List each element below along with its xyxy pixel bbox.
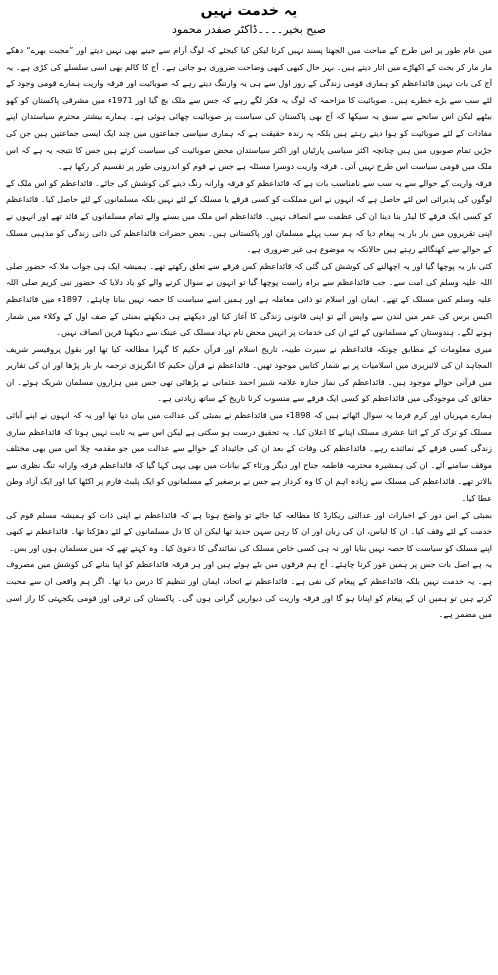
article-body (6, 42, 492, 972)
article-headline: یہ خدمت نہیں (200, 3, 298, 19)
article-paragraph: کئی بار یہ پوچھا گیا اور یہ اچھالنے کی کوشش کی گئی کہ قائداعظم کس فرقے سے تعلق رکھتے تھے۔ ہمیشہ ایک ہی جواب ملا کہ حضور صلی اللہ علیہ وسلم کی امت سے۔ جب قائداعظم سے براہ راست پوچھا گیا تو انہوں نے سوال کرنے والے کو یاد دلایا کہ حضور نبی کریم صلی اللہ علیہ وسلم کس مسلک کے تھے۔ ایمان اور اسلام تو ذاتی معاملہ ہے اور ہمیں اسے سیاست کا حصہ نہیں بنانا چاہئے۔ 1897ء میں قائداعظم اکیس برس کی عمر میں لندن سے واپس آئے تو اپنی قانونی زندگی کا آغاز کیا اور دیکھتے ہی دیکھتے بمبئی کے صف اول کے وکلاء میں شمار ہونے لگے۔ ہندوستان کے مسلمانوں کے لئے ان کی خدمات پر انہیں محض نام نہاد مسلک کی عینک سے دیکھنا قرین انصاف نہیں۔ (6, 260, 492, 338)
article-paragraph: یہ ہے اصل بات جس پر ہمیں غور کرنا چاہئے۔ آج ہم فرقوں میں بٹے ہوئے ہیں اور ہر فرقہ قائداعظم کو اپنا بنانے کی کوشش میں مصروف ہے۔ یہ خدمت نہیں بلکہ قائداعظم کے پیغام کی نفی ہے۔ قائداعظم نے اتحاد، ایمان اور تنظیم کا درس دیا تھا۔ اگر ہم واقعی ان سے محبت کرتے ہیں تو ہمیں ان کے پیغام کو اپنانا ہو گا اور فرقہ واریت کی دیواریں گرانی ہوں گی۔ پاکستان کی ترقی اور قومی یکجہتی کا راز اسی میں مضمر ہے۔ (6, 559, 492, 620)
article-paragraph: بمبئی کے اس دور کے اخبارات اور عدالتی ریکارڈ کا مطالعہ کیا جائے تو واضح ہوتا ہے کہ قائداعظم نے اپنی ذات کو ہمیشہ مسلم قوم کی خدمت کے لئے وقف کیا۔ ان کا لباس، ان کی زبان اور ان کا رہن سہن جدید تھا لیکن ان کا دل مسلمانوں کے لئے دھڑکتا تھا۔ قائداعظم نے کبھی اپنے مسلک کو سیاست کا حصہ نہیں بنایا اور نہ ہی کسی خاص مسلک کی نمائندگی کا دعویٰ کیا۔ وہ کہتے تھے کہ میں مسلمان ہوں اور بس۔ (6, 509, 492, 553)
article-paragraph: میں عام طور پر اس طرح کے مباحث میں الجھنا پسند نہیں کرتا لیکن کیا کیجئے کہ لوگ آرام سے جینے بھی نہیں دیتے اور ”مجبت بھرے“ دھکے مار مار کر بحث کے اکھاڑے میں اتار دیتے ہیں۔ بہر حال کبھی کبھی وضاحت ضروری ہو جاتی ہے۔ آج کا کالم بھی اسی سلسلے کی کڑی ہے۔ یہ آج کی بات نہیں قائداعظم کو ہماری قومی زندگی کے روز اول سے ہی یہ وارننگ دیتے رہے کہ صوبائیت اور فرقہ واریت ہمارے قومی وجود کے لئے سب سے بڑے خطرے ہیں۔ صوبائیت کا مزاحمہ کہ لوگ یہ فکر لگے رہے کہ جس سے ملک بچ گیا اور 1971ء میں مشرقی پاکستان کو کھو بیٹھے لیکن اس سانحے سے سبق یہ سیکھا کہ آج بھی پاکستان کی سیاست پر صوبائیت چھائی ہوئی ہے۔ ہمارے بیشتر محترم سیاستدان اپنے مفادات کے لئے صوبائیت کو ہوا دیتے رہتے ہیں بلکہ یہ زندہ حقیقت ہے کہ ہماری سیاسی جماعتوں میں چند ایک ایسی جماعتیں ہیں جن کی جڑیں تمام صوبوں میں ہیں چنانچہ اکثر سیاسی پارٹیاں اور اکثر سیاستدان محض صوبائیت کی سیاست کرتے ہیں جس کا نتیجہ یہ ہے کہ اس ملک میں قومی سیاست اس طرح نہیں آتی۔ فرقہ واریت دوسرا مسئلہ ہے جس نے قوم کو اندرونی طور پر تقسیم کر رکھا ہے۔ (6, 45, 492, 172)
article-paragraph: ہمارے مہربان اور کرم فرما یہ سوال اٹھاتے ہیں کہ 1898ء میں قائداعظم نے بمبئی کی عدالت میں بیان دیا تھا اور یہ کہ انہوں نے اپنے آبائی مسلک کو ترک کر کے اثنا عشری مسلک اپنانے کا اعلان کیا۔ یہ تحقیق درست ہو سکتی ہے لیکن اس سے یہ ثابت نہیں ہوتا کہ قائداعظم ساری زندگی کسی فرقے کے نمائندے رہے۔ قائداعظم کی وفات کے بعد ان کی جائیداد کے حوالے سے عدالت میں جو مقدمہ چلا اس میں بھی مختلف موقف سامنے آئے۔ ان کی ہمشیرہ محترمہ فاطمہ جناح اور دیگر ورثاء کے بیانات میں بھی یہی کہا گیا کہ قائداعظم فرقہ وارانہ تنگ نظری سے بالاتر تھے۔ قائداعظم کی مسلک سے زیادہ اہم ان کا وہ کردار ہے جس نے برصغیر کے مسلمانوں کو ایک پلیٹ فارم پر اکٹھا کیا اور ایک آزاد وطن عطا کیا۔ (6, 410, 492, 504)
article-byline: صبح بخیر۔۔۔۔ڈاکٹر صفدر محمود (171, 23, 327, 36)
article-paragraph: میری معلومات کے مطابق چونکہ قائداعظم نے سیرت طیبہ، تاریخ اسلام اور قرآن حکیم کا گہرا مطالعہ کیا تھا اور بقول پروفیسر شریف المجاہد ان کی لائبریری میں اسلامیات پر بے شمار کتابیں موجود تھیں۔ قائداعظم نے قرآن حکیم کا انگریزی ترجمہ بار بار پڑھا اور ان کی تقاریر میں قرآنی حوالے موجود ہیں۔ قائداعظم کی نماز جنازہ علامہ شبیر احمد عثمانی نے پڑھائی تھی جس میں ہزاروں مسلمان شریک ہوئے۔ ان حقائق کی موجودگی میں قائداعظم کو کسی ایک فرقے سے منسوب کرنا تاریخ کے ساتھ زیادتی ہے۔ (6, 343, 492, 404)
article-paragraph: فرقہ واریت کے حوالے سے یہ سب سے نامناسب بات ہے کہ قائداعظم کو فرقہ وارانہ رنگ دینے کی کوشش کی جائے۔ قائداعظم کو اس ملک کے لوگوں کی پذیرائی اس لئے حاصل ہے کہ انہوں نے اس مملکت کو کسی فرقے یا مسلک کے لئے نہیں بلکہ مسلمانوں کے لئے حاصل کیا۔ قائداعظم کو کسی ایک فرقے کا لیڈر بنا دینا ان کی عظمت سے انصاف نہیں۔ قائداعظم اس ملک میں بسنے والے تمام مسلمانوں کے قائد تھے اور انہوں نے اپنی تقریروں میں بار بار یہ پیغام دیا کہ ہم سب پہلے مسلمان اور پاکستانی ہیں۔ بعض حضرات قائداعظم کی ذاتی زندگی کو مذہبی مسلک کے حوالے سے کھنگالتے رہتے ہیں حالانکہ یہ موضوع ہی غیر ضروری ہے۔ (6, 177, 492, 255)
